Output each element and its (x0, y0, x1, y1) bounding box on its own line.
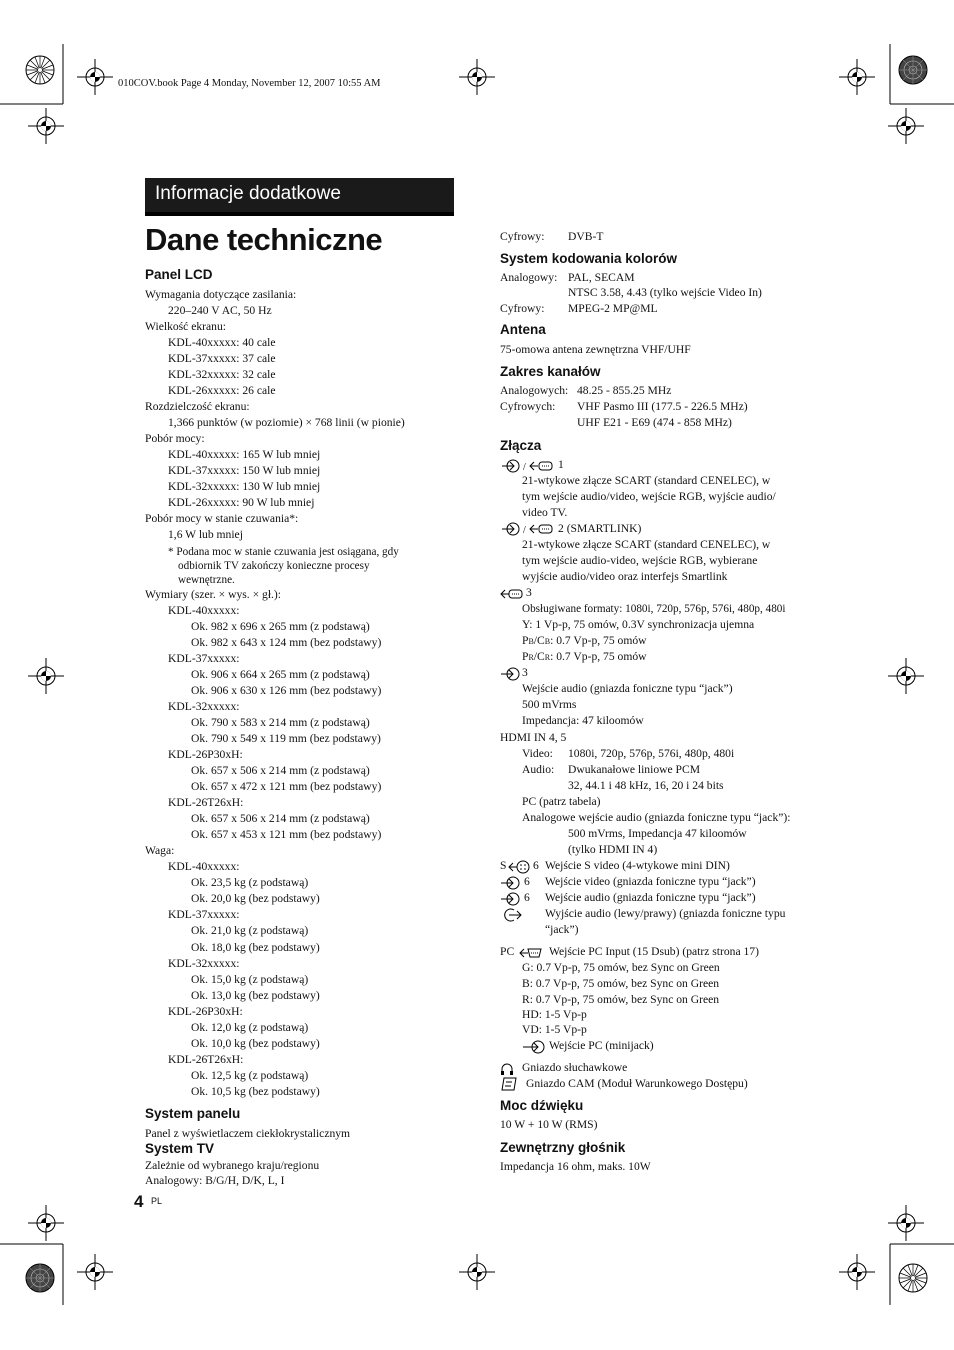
a6-desc: Wejście audio (gniazda foniczne typu “jack”) (545, 891, 756, 904)
heading-system-kodowania: System kodowania kolorów (500, 251, 678, 266)
panel-lcd-line: Ok. 790 x 549 x 119 mm (bez podstawy) (191, 732, 381, 745)
component-input-icon (500, 587, 524, 601)
panel-lcd-line: Wymiary (szer. × wys. × gł.): (145, 588, 282, 601)
headphones: Gniazdo słuchawkowe (522, 1061, 628, 1074)
glosnik-text: Impedancja 16 ohm, maks. 10W (500, 1160, 651, 1173)
heading-zlacza: Złącza (500, 438, 542, 453)
kodowania-digital-value: MPEG-2 MP@ML (568, 302, 658, 315)
panel-lcd-line: Ok. 657 x 506 x 214 mm (z podstawą) (191, 764, 370, 777)
scart-arrow-icon (500, 459, 556, 473)
panel-lcd-line: Ok. 20,0 kg (bez podstawy) (191, 892, 320, 905)
panel-lcd-line: KDL-32xxxxx: (168, 700, 240, 713)
hdmi-analog-value: (tylko HDMI IN 4) (568, 843, 658, 856)
pc-input-icon (519, 946, 543, 960)
scart2-num: 2 (SMARTLINK) (558, 522, 642, 535)
panel-lcd-line: Ok. 12,0 kg (z podstawą) (191, 1021, 309, 1034)
hdmi-pc: PC (patrz tabela) (522, 795, 601, 808)
audio3-desc: 500 mVrms (522, 698, 577, 711)
zakres-digital-value: UHF E21 - E69 (474 - 858 MHz) (577, 416, 732, 429)
scart1-desc: 21-wtykowe złącze SCART (standard CENELEC), w (522, 474, 771, 487)
zakres-analog-value: 48.25 - 855.25 MHz (577, 384, 672, 397)
panel-lcd-line: KDL-37xxxxx: (168, 908, 240, 921)
comp-pb-line (522, 633, 647, 650)
panel-lcd-line: Pobór mocy w stanie czuwania*: (145, 512, 299, 525)
panel-lcd-line: Ok. 657 x 453 x 121 mm (bez podstawy) (191, 828, 382, 841)
a6-num: 6 (524, 891, 530, 904)
pb-sub: B (528, 637, 534, 646)
v6-desc: Wejście video (gniazda foniczne typu “jack”) (545, 875, 756, 888)
hdmi-audio-label: Audio: (522, 763, 555, 776)
scart1-desc: tym wejście audio/video, wejście RGB, wyjście audio/ (522, 490, 776, 503)
panel-lcd-line: 220–240 V AC, 50 Hz (168, 304, 272, 317)
panel-lcd-line: Ok. 657 x 472 x 121 mm (bez podstawy) (191, 780, 382, 793)
panel-lcd-line: 1,6 W lub mniej (168, 528, 243, 541)
section-banner (145, 178, 454, 216)
pb-label: P (522, 634, 529, 647)
panel-lcd-line: KDL-32xxxxx: 32 cale (168, 368, 276, 381)
out-desc: “jack”) (545, 923, 579, 936)
pc-audio-icon (522, 1040, 546, 1054)
panel-lcd-line: wewnętrzne. (178, 574, 235, 586)
audio-input-icon (500, 892, 522, 906)
pc-line: VD: 1-5 Vp-p (522, 1023, 587, 1036)
panel-lcd-line: KDL-40xxxxx: (168, 860, 240, 873)
hdmi-video-label: Video: (522, 747, 553, 760)
s-video-icon (508, 860, 532, 874)
zakres-analog-label: Analogowych: (500, 384, 569, 397)
panel-lcd-line: Wielkość ekranu: (145, 320, 226, 333)
audio3-desc: Impedancja: 47 kiloomów (522, 714, 644, 727)
cr-label: /C (533, 650, 545, 663)
cyfrowy-label: Cyfrowy: (500, 230, 545, 243)
panel-lcd-line: Ok. 982 x 696 x 265 mm (z podstawą) (191, 620, 370, 633)
pr-label: P (522, 650, 529, 663)
heading-panel-lcd: Panel LCD (145, 267, 213, 282)
panel-lcd-line: Ok. 12,5 kg (z podstawą) (191, 1069, 309, 1082)
panel-lcd-line: Ok. 18,0 kg (bez podstawy) (191, 941, 320, 954)
pc-line: B: 0.7 Vp-p, 75 omów, bez Sync on Green (522, 977, 720, 990)
heading-glosnik: Zewnętrzny głośnik (500, 1140, 626, 1155)
panel-lcd-line: Ok. 10,0 kg (bez podstawy) (191, 1037, 320, 1050)
pc-audio: Wejście PC (minijack) (549, 1039, 654, 1052)
comp-desc: Obsługiwane formaty: 1080i, 720p, 576p, 576i, 480p, 480i (522, 603, 786, 615)
system-panelu-text: Panel z wyświetlaczem ciekłokrystalicznym (145, 1127, 351, 1140)
pc-line: HD: 1-5 Vp-p (522, 1008, 587, 1021)
cam-slot-icon (500, 1077, 518, 1091)
panel-lcd-line: Ok. 21,0 kg (z podstawą) (191, 924, 309, 937)
comp-pr-line (522, 649, 647, 666)
file-info-header: 010COV.book Page 4 Monday, November 12, 2007 10:55 AM (118, 78, 381, 89)
panel-lcd-line: KDL-26T26xH: (168, 796, 244, 809)
panel-lcd-line: Ok. 906 x 630 x 126 mm (bez podstawy) (191, 684, 382, 697)
panel-lcd-line: Ok. 23,5 kg (z podstawą) (191, 876, 309, 889)
panel-lcd-line: Rozdzielczość ekranu: (145, 400, 250, 413)
hdmi-analog-value: 500 mVrms, Impedancja 47 kiloomów (568, 827, 747, 840)
heading-antena: Antena (500, 322, 546, 337)
panel-lcd-line: KDL-37xxxxx: (168, 652, 240, 665)
panel-lcd-line: KDL-40xxxxx: 165 W lub mniej (168, 448, 321, 461)
panel-lcd-line: KDL-32xxxxx: 130 W lub mniej (168, 480, 321, 493)
panel-lcd-line: KDL-26P30xH: (168, 1005, 243, 1018)
pb-value: : 0.7 Vp-p, 75 omów (550, 634, 647, 647)
svg-text:/: / (523, 462, 526, 473)
s6-desc: Wejście S video (4-wtykowe mini DIN) (545, 859, 730, 872)
kodowania-digital-label: Cyfrowy: (500, 302, 545, 315)
panel-lcd-line: KDL-37xxxxx: 37 cale (168, 352, 276, 365)
audio3-desc: Wejście audio (gniazda foniczne typu “jack”) (522, 682, 733, 695)
audio3-num: 3 (522, 666, 528, 679)
zakres-digital-label: Cyfrowych: (500, 400, 556, 413)
heading-system-tv: System TV (145, 1141, 215, 1156)
video-input-icon (500, 876, 522, 890)
audio-input-icon (500, 667, 522, 681)
panel-lcd-line: KDL-32xxxxx: (168, 957, 240, 970)
scart1-desc: video TV. (522, 506, 568, 519)
out-desc: Wyjście audio (lewy/prawy) (gniazda foniczne typu (545, 907, 786, 920)
page-number: 4 (134, 1192, 144, 1211)
cr-sub: R (544, 653, 551, 662)
panel-lcd-line: KDL-26P30xH: (168, 748, 243, 761)
pc-desc: Wejście PC Input (15 Dsub) (patrz strona 17) (549, 945, 759, 958)
panel-lcd-line: KDL-40xxxxx: 40 cale (168, 336, 276, 349)
audio-output-icon (500, 908, 522, 922)
scart2-desc: wyjście audio/video oraz interfejs Smartlink (522, 570, 728, 583)
svg-text:/: / (523, 525, 526, 536)
system-tv-line: Analogowy: B/G/H, D/K, L, I (145, 1174, 285, 1187)
cb-sub: B (544, 637, 551, 646)
panel-lcd-line: Waga: (145, 844, 175, 857)
panel-lcd-line: * Podana moc w stanie czuwania jest osiągana, gdy (168, 546, 399, 558)
panel-lcd-line: KDL-26T26xH: (168, 1053, 244, 1066)
v6-num: 6 (524, 875, 530, 888)
comp-num: 3 (526, 586, 532, 599)
page-title: Dane techniczne (145, 222, 383, 257)
scart-arrow-icon (500, 522, 556, 536)
panel-lcd-line: 1,366 punktów (w poziomie) × 768 linii (w pionie) (168, 416, 405, 429)
system-tv-line: Zależnie od wybranego kraju/regionu (145, 1159, 320, 1172)
cb-label: /C (533, 634, 545, 647)
panel-lcd-line: odbiornik TV zakończy konieczne procesy (178, 560, 370, 572)
hdmi-video-value: 1080i, 720p, 576p, 576i, 480p, 480i (568, 747, 735, 760)
antena-text: 75-omowa antena zewnętrzna VHF/UHF (500, 343, 691, 356)
hdmi-audio-value: Dwukanałowe liniowe PCM (568, 763, 701, 776)
panel-lcd-line: KDL-37xxxxx: 150 W lub mniej (168, 464, 321, 477)
cam: Gniazdo CAM (Moduł Warunkowego Dostępu) (526, 1077, 748, 1090)
kodowania-analog-value: PAL, SECAM (568, 271, 635, 284)
panel-lcd-line: Wymagania dotyczące zasilania: (145, 288, 297, 301)
panel-lcd-line: KDL-26xxxxx: 26 cale (168, 384, 276, 397)
pc-line: R: 0.7 Vp-p, 75 omów, bez Sync on Green (522, 993, 720, 1006)
pc-label: PC (500, 945, 515, 958)
moc-text: 10 W + 10 W (RMS) (500, 1118, 598, 1131)
headphones-icon (500, 1062, 514, 1076)
hdmi-audio-value: 32, 44.1 i 48 kHz, 16, 20 i 24 bits (568, 779, 724, 792)
pr-value: : 0.7 Vp-p, 75 omów (550, 650, 647, 663)
panel-lcd-line: KDL-40xxxxx: (168, 604, 240, 617)
panel-lcd-line: Ok. 15,0 kg (z podstawą) (191, 973, 309, 986)
hdmi-analog: Analogowe wejście audio (gniazda foniczne typu “jack”): (522, 811, 791, 824)
heading-moc: Moc dźwięku (500, 1098, 584, 1113)
cyfrowy-value: DVB-T (568, 230, 604, 243)
pr-sub: R (528, 653, 534, 662)
panel-lcd-line: Ok. 906 x 664 x 265 mm (z podstawą) (191, 668, 370, 681)
page-lang: PL (151, 1196, 163, 1206)
panel-lcd-line: Pobór mocy: (145, 432, 205, 445)
hdmi-label: HDMI IN 4, 5 (500, 731, 567, 744)
panel-lcd-line: Ok. 982 x 643 x 124 mm (bez podstawy) (191, 636, 382, 649)
panel-lcd-line: KDL-26xxxxx: 90 W lub mniej (168, 496, 315, 509)
heading-system-panelu: System panelu (145, 1106, 241, 1121)
comp-desc: Y: 1 Vp-p, 75 omów, 0.3V synchronizacja ujemna (522, 618, 755, 631)
zakres-digital-value: VHF Pasmo III (177.5 - 226.5 MHz) (577, 400, 748, 413)
heading-zakres: Zakres kanałów (500, 364, 601, 379)
panel-lcd-line: Ok. 657 x 506 x 214 mm (z podstawą) (191, 812, 370, 825)
scart2-desc: tym wejście audio-video, wejście RGB, wybierane (522, 554, 758, 567)
panel-lcd-line: Ok. 13,0 kg (bez podstawy) (191, 989, 320, 1002)
s6-prefix: S (500, 859, 507, 872)
pc-line: G: 0.7 Vp-p, 75 omów, bez Sync on Green (522, 961, 720, 974)
scart2-desc: 21-wtykowe złącze SCART (standard CENELEC), w (522, 538, 771, 551)
panel-lcd-line: Ok. 790 x 583 x 214 mm (z podstawą) (191, 716, 370, 729)
section-banner-text: Informacje dodatkowe (155, 183, 341, 204)
scart1-num: 1 (558, 458, 564, 471)
kodowania-analog-value: NTSC 3.58, 4.43 (tylko wejście Video In) (568, 286, 762, 299)
s6-num: 6 (533, 859, 539, 872)
panel-lcd-line: Ok. 10,5 kg (bez podstawy) (191, 1085, 320, 1098)
kodowania-analog-label: Analogowy: (500, 271, 558, 284)
